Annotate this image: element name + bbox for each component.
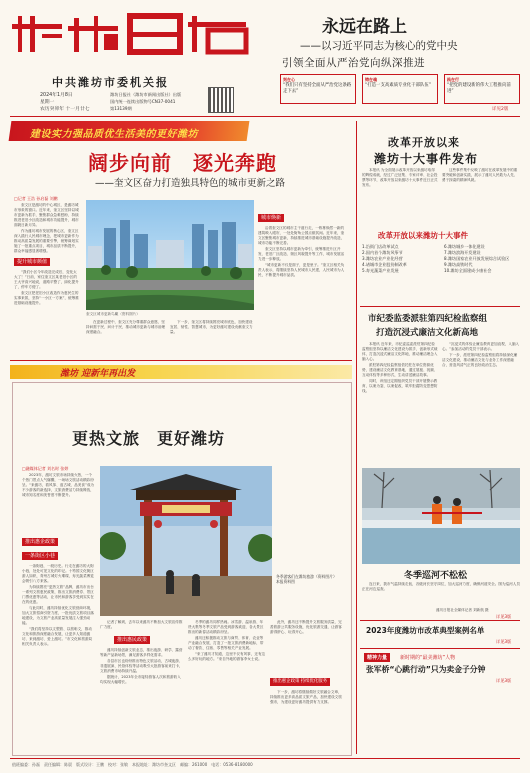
top-right-box-tag: 刻在心 [283,77,295,82]
masthead-lunar: 农历癸卯年 十一月廿七 [40,107,90,112]
feature-photo-art [100,466,272,616]
spirit-tag-2: 新时期的“最美潍坊”人物 [400,655,456,661]
top-right-box-tag: 践在行 [447,77,459,82]
top-right-sub2: 引领全面从严治党向纵深推进 [282,57,425,69]
masthead-logo-art [12,10,252,58]
reform-item: 7.潍坊滨海开发建设 [444,250,481,255]
reform-item: 8.潍坊国家农业开放发展综合试验区 [444,256,510,261]
feature-text-col4: 此外，潍坊还不断提升文旅服务质量，完善旅游公共服务设施，优化旅游交通，让游客游得舒心、玩得开心。 [270,620,342,634]
reform-item: 4.诸城市企业股份制改革 [362,262,407,267]
winter-title[interactable]: 冬季巡河不松松 [404,571,468,581]
lead-text-col1b: “我们小区今年改造完成后，变化太大了！”日前，家住奎文区某老旧小区的王大爷高兴地说，道路平整了，绿化提升了，停车方便了。 奎文区把老旧小区改造作为惠民生的实事来抓，坚持“一小区一方案”，统筹推进基础设施提升。 [14,270,79,305]
masthead-subtitle: 中共潍坊市委机关报 [52,76,169,89]
discipline-title1[interactable]: 市纪委监委派驻第四纪检监察组 [368,314,488,324]
top-right-box[interactable] [280,74,356,104]
lead-section-head: 提升城市颜值 [14,258,50,266]
banner-1-text: 建设实力强品质优生活美的更好潍坊 [30,129,198,140]
feature-photo-caption-credit: 本报资料图 [276,579,295,584]
lead-section-head: 城市焕新 [258,214,284,222]
reform-item: 9.潍坊高铁时代 [444,262,473,267]
feature-text-col2: 记者了解到，去年以来潍坊不断加大文旅宣传推广力度。 [100,620,183,629]
reform-title1[interactable]: 改革开放以来 [388,136,460,149]
top-right-box-text: “把党的建设新的伟大工程推向前进” [447,83,511,94]
spirit-title[interactable]: 张军桥“心跳行动”只为卖金子分钟 [366,665,486,674]
lead-byline: □记者 王浩 孙启磊 刘鹏 [14,196,58,201]
winter-pointer[interactable]: 详见3版 [496,614,512,619]
top-right-box-text: “我们只有坚持全面从严治党这条路走下去” [283,83,352,94]
winter-text: 连日来，我市气温持续走低，各级河长坚守岗位，加大巡河力度，确保河道安全。图为巡河人员正在河边巡查。 [362,582,520,591]
feature-text-col2b: 潍坊持续创新文旅业态，推出夜游、研学、露营等新产品新场景，满足游客多样化需求。 各县市区也纷纷推出特色文旅活动，古城夜游、非遗展演、民俗体验等活动吸引大批游客前来打卡，文旅消费市场持续升温。 据统计，2023年全市接待游客人次和旅游收入均实现大幅增长。 [100,648,183,684]
feature-photo[interactable] [100,466,272,616]
reform-title2[interactable]: 潍坊十大事件发布 [374,152,479,166]
spirit-pointer[interactable]: 详见3版 [496,678,512,683]
discipline-text-b: “沉浸式的体验让廉洁教育更加直观，入脑入心。”参加活动的党员干部表示。 下一步，派驻第四纪检监察组将持续深化廉洁文化建设，推动廉洁文化与业务工作深度融合，营造风清气正的良好政治生态。 [442,342,520,367]
masthead-qr[interactable] [208,87,234,113]
footer-text: 值班编委：孙磊 责任编辑：陈晨 版式设计：王鹏 校对：张敏 本报地址：潍坊市奎文区 邮编：261000 电话：0536-8180000 [12,762,253,767]
feature-section-head-bottom: 推出惠企政策 持续优化服务 [270,678,330,686]
reform-text-b: 这些事件集中反映了潍坊在改革发展中的重要突破和创新实践，展示了潍坊人民敢为人先、勇于探索的精神风貌。 [442,168,518,182]
feature-photo-caption-text: 冬季游客们在潍坊旅游（资料图片） [276,574,337,579]
feature-photo-caption [276,574,338,584]
lead-text-col-right: 沿着奎文区的城市主干道行走，一栋栋焕然一新的建筑映入眼帘，一处处街角公园点缀其间。近年来，奎文区聚焦城市更新，持续推进城市基础设施提升改造，城市功能不断完善。 奎文区坚持以城市更新为牵引，统筹推进片区开发、老旧厂区改造、街区风貌提升等工作，城市发展活力进一步释放。 “城市更新不仅是面子，更是里子。”奎文区相关负责人表示，将继续坚持人民城市人民建，人民城市为人民，不断提升城市品质。 [258,226,345,277]
footer-rule [10,758,520,759]
reform-item: 5.寿光蔬菜产业发展 [362,268,399,273]
feature-text-col1b: 一条街巷，一段历史。行走在潍坊的大街小巷，处处可见文化的印记。十笏园文化街区游人如织，青州古城灯火璀璨，寿光蔬菜博览会吸引八方来客。 为持续擦亮“更热文旅”品牌，潍坊市出台一系列文旅惠民政策，推出文旅消费券、景区门票优惠等活动，让市民和游客享受到实实在在的优惠。 与此同时，潍坊持续优化文旅营商环境，加大文旅招商引资力度，一批优质文旅项目落地建设，为文旅产业高质量发展注入强劲动能。 “我们将坚持以文塑旅、以旅彰文，推动文化和旅游深度融合发展，让更多人知道潍坊、来到潍坊、爱上潍坊。”市文化和旅游局相关负责人表示。 [22,564,94,646]
lead-subtitle: ——奎文区奋力打造独具特色的城市更新之路 [95,178,286,189]
lead-photo-art [86,200,254,310]
masthead-info-line: 国内统一连续出版物号CN37-0041 [110,99,176,104]
masthead-rule [10,116,520,117]
reform-item: 1.沿街门店改革试点 [362,244,399,249]
feature-section-head: 推出惠企政策 [22,538,58,546]
reform-list [362,244,520,302]
top-right-box[interactable] [362,74,438,104]
winter-photo-art [362,468,520,564]
top-right-box[interactable] [444,74,520,104]
masthead-weekday: 星期一 [40,100,55,105]
right-rule-2 [360,620,520,621]
reform-item: 6.潍坊城乡一体化建设 [444,244,485,249]
reform-case-title[interactable]: 2023年度潍坊市改革典型案例名单 [366,626,485,635]
winter-photo[interactable] [362,468,520,564]
discipline-text-a: 本报讯 近年来，市纪委监委派驻第四纪检监察组坚持以廉洁文化建设为抓手，创新形式载体，打造沉浸式廉洁文化阵地，推动廉洁理念入脑入心。 派驻第四纪检监察组依托驻在单位资源优势，建设廉洁文化教育基地，通过展板、视频、互动体验等多种形式，生动讲述廉洁故事。 同时，该组还定期组织党员干部开展警示教育，以案为鉴、以案促改，筑牢拒腐防变思想防线。 [362,342,438,393]
feature-text-col3: 冬季的潍坊同样热闹。冰雪游、温泉游、年货大集等冬季文旅产品受到游客欢迎，各大景区推出的新春活动精彩纷呈。 潍坊还积极推动文旅与商贸、体育、农业等产业融合发展，打造了一批文旅消费新地标，带动了餐饮、住宿、零售等相关产业发展。 “来了潍坊才知道，这里不仅有风筝，还有这么多好玩的地方。”来自外地的游客李女士说。 [188,620,266,661]
feature-title[interactable]: 更热文旅 更好潍坊 [72,429,226,448]
feature-text-col1: 2023年，潍坊文旅市场持续火热，一个个热门景点人气爆棚，一场场文旅活动精彩纷呈。“来潍坊，看风筝、逛古城、品美食”成为不少游客的新选择，文旅消费活力持续释放，城市知名度和美誉度不断提升。 [22,473,94,497]
masthead-info [110,91,181,112]
right-rule-3 [360,648,520,649]
reform-text-a: 本报讯 为全面展示改革开放以来潍坊取得的辉煌成就，经过广泛征集、专家评审、社会投票等环节，改革开放以来潍坊十大事件近日正式发布。 [362,168,438,187]
masthead-info-line: 第13139期 [110,106,132,111]
feature-section-head-lower: 推出惠民政策 [114,636,150,644]
top-right-box-text: “打造一支高素质专业化干部队伍” [365,83,432,88]
lead-photo[interactable] [86,200,254,310]
right-col-divider [356,121,357,754]
lead-title[interactable]: 阔步向前 逐光奔跑 [88,151,277,175]
reform-case-pointer[interactable]: 详见3版 [496,639,512,644]
feature-byline: □融媒体记者 刘名时 张婷 [22,466,69,471]
discipline-title2[interactable]: 打造沉浸式廉洁文化新高地 [376,328,479,338]
masthead-info-line: 潍坊日报社（潍坊市新闻出版社）出版 [110,92,182,97]
spirit-tag: 精神力量 [364,653,390,662]
reform-item: 3.潍坊农业产业化经营 [362,256,403,261]
lead-text-col1: 奎文区是潍坊的中心城区，是潍坊城市形象的窗口。近年来，奎文区坚持以城市更新为抓手，聚焦群众急难愁盼，持续推进老旧小区改造和城市功能提升，城市面貌日新月异。 作为潍坊城市发展的核心区，奎文区深入践行人民城市理念，把城市更新作为推动高质量发展的重要引擎，统筹谋划实施了一批重点项目，城市品质不断提升，群众幸福感显著增强。 [14,203,79,253]
top-right-sub1: ——以习近平同志为核心的党中央 [300,40,458,52]
feature-section-head: 一条街区小巷 [22,552,58,560]
winter-caption: 潍坊日报社全媒体记者 刘新航 摄 [436,608,489,612]
lead-text-bottom-a: 在更新过程中，奎文区充分尊重群众意愿，坚持问需于民、问计于民，推动城市更新与城市治理深度融合。 [86,320,166,334]
reform-item: 2.国内首个潍坊风筝节 [362,250,403,255]
reform-item: 10.潍坊全面建成小康社会 [444,268,492,273]
banner-2-text: 潍坊 迎新年再出发 [60,369,136,379]
top-right-box-tag: 铸在魂 [365,77,377,82]
masthead-date: 2024年1月8日 [40,93,73,98]
top-right-pointer[interactable]: 详见2版 [492,107,509,112]
lead-text-bottom-b: 下一步，奎文区将持续擦亮城市底色，加快建设宜居、韧性、智慧城市，为更好潍坊建设贡献奎文力量。 [170,320,253,334]
right-rule-1 [360,306,520,307]
masthead-logo [12,10,252,58]
reform-list-title: 改革开放以来潍坊十大事件 [378,231,468,240]
lead-rule [10,360,352,361]
top-right-headline[interactable]: 永远在路上 [322,17,407,37]
feature-text-col4b: 下一步，潍坊将继续做好文旅融合文章，持续推出更多高品质文旅产品，加快建设文旅强市，为建设更好潍坊提供有力支撑。 [270,690,342,704]
lead-photo-caption: 奎文区城市更新鸟瞰（资料图片） [86,312,140,316]
